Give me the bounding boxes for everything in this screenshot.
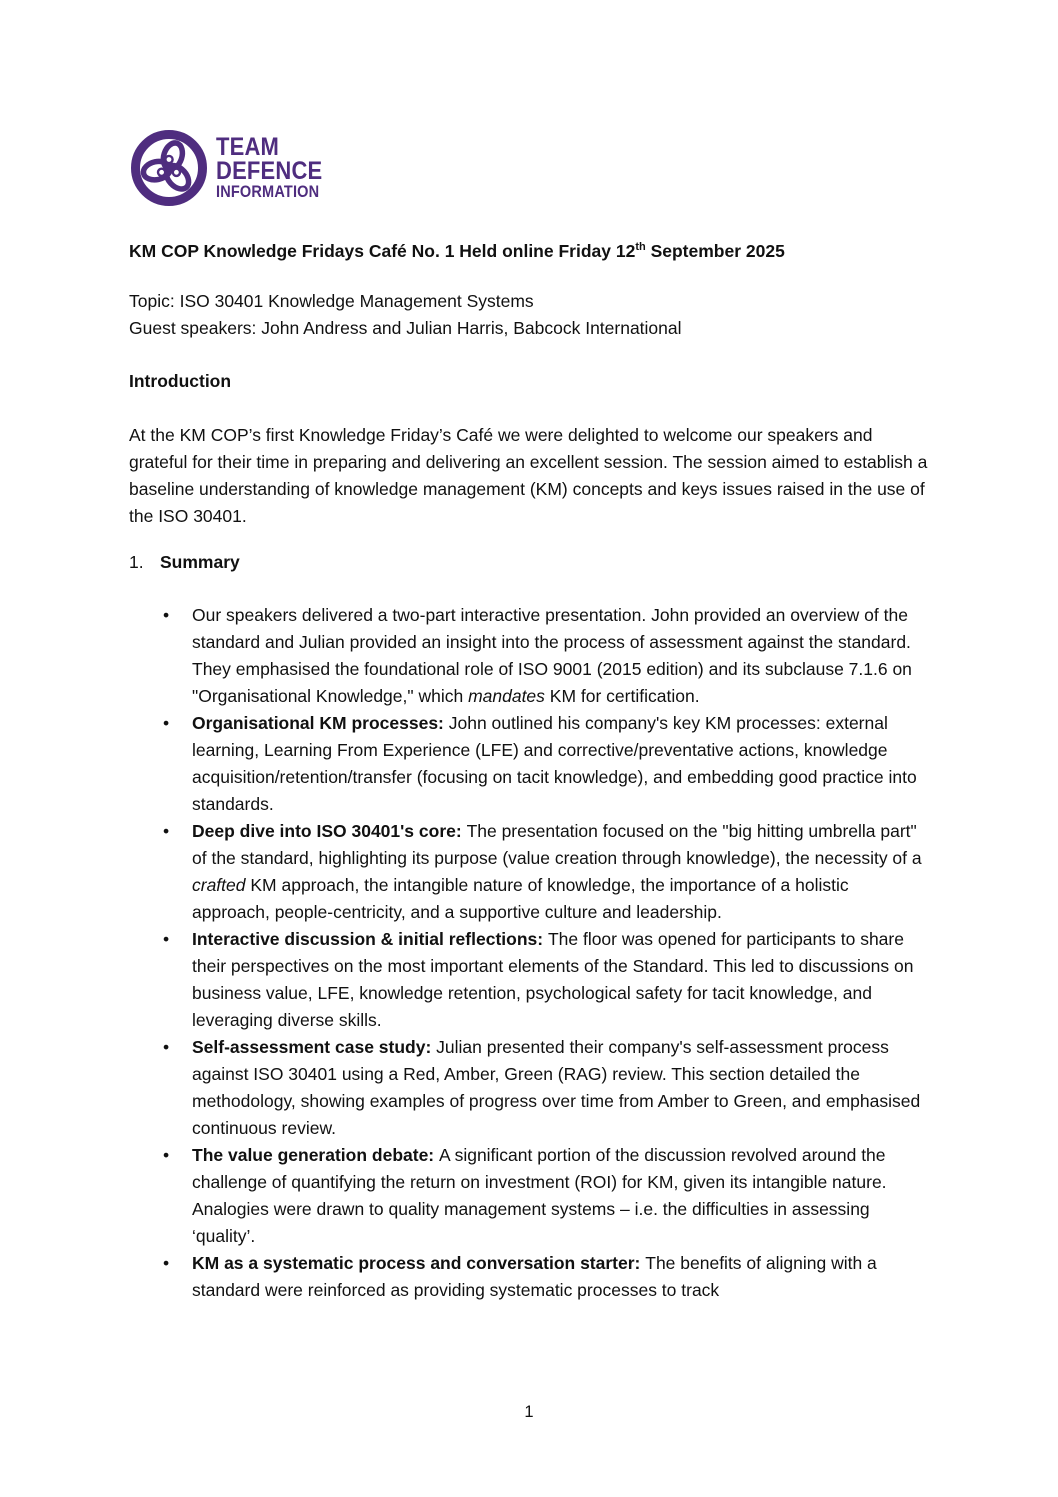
bullet-text-segment: KM for certification. (544, 686, 700, 706)
page-number: 1 (524, 1403, 534, 1421)
logo-line-team: TEAM (216, 133, 280, 161)
bullet-text-segment: The presentation focused on the "big hitting umbrella part" of the standard, highlighting its purpose (value creation through knowledge), the necessity of a (192, 821, 922, 868)
bullet-text-segment: KM as a systematic process and conversation starter: (192, 1253, 646, 1273)
bullet-text-segment: Deep dive into ISO 30401's core: (192, 821, 467, 841)
bullet-text-segment: Organisational KM processes: (192, 713, 449, 733)
summary-heading-row (129, 549, 930, 576)
bullet-text-segment: The floor was opened for participants to share their perspectives on the most important elements of the Standard. This led to discussions on business value, LFE, knowledge retention, psychological safety for tacit knowledge, and leveraging diverse skills. (192, 929, 914, 1030)
bullet-text-segment: The benefits of aligning with a standard were reinforced as providing systematic processes to track (192, 1253, 877, 1300)
speakers-line: Guest speakers: John Andress and Julian Harris, Babcock International (129, 318, 682, 338)
logo (129, 125, 930, 211)
summary-bullet-list (129, 602, 930, 1304)
logo-line-defence: DEFENCE (216, 157, 323, 185)
bullet-text-segment: crafted (192, 875, 246, 895)
bullet-text-segment: Our speakers delivered a two-part interactive presentation. John provided an overview of the standard and Julian provided an insight into the process of assessment against the standard. They emphasised the foundational role of ISO 9001 (2015 edition) and its subclause 7.1.6 on "Organisational Knowledge," which (192, 605, 912, 706)
bullet-text-segment: The value generation debate: (192, 1145, 439, 1165)
meta-block (129, 288, 930, 342)
summary-number: 1. (129, 552, 144, 572)
list-item (192, 602, 930, 710)
bullet-text-segment: Self-assessment case study: (192, 1037, 437, 1057)
bullet-text-segment: Interactive discussion & initial reflections: (192, 929, 548, 949)
introduction-paragraph: At the KM COP’s first Knowledge Friday’s Café we were delighted to welcome our speakers and grateful for their time in preparing and delivering an excellent session. The session aimed to establish a baseline understanding of knowledge management (KM) concepts and keys issues raised in the use of the ISO 30401. (129, 425, 928, 526)
list-item (192, 710, 930, 818)
title-superscript: th (635, 241, 646, 254)
bullet-text-segment: mandates (468, 686, 545, 706)
team-defence-logo-icon (129, 126, 209, 210)
bullet-text-segment: A significant portion of the discussion revolved around the challenge of quantifying the return on investment (ROI) for KM, given its intangible nature. Analogies were drawn to quality management systems – i.e. the difficulties in assessing ‘quality’. (192, 1145, 887, 1246)
list-item (192, 926, 930, 1034)
bullet-text-segment: John outlined his company's key KM processes: external learning, Learning From Experience (LFE) and corrective/preventative actions, knowledge acquisition/retention/transfer (focusing on tacit knowledge), and embedding good practice into standards. (192, 713, 917, 814)
logo-wordmark (216, 135, 337, 201)
topic-line: Topic: ISO 30401 Knowledge Management Systems (129, 291, 534, 311)
logo-line-information: INFORMATION (216, 183, 320, 201)
list-item (192, 1142, 930, 1250)
bullet-text-segment: Julian presented their company's self-assessment process against ISO 30401 using a Red, Amber, Green (RAG) review. This section detailed the methodology, showing examples of progress over time from Amber to Green, and emphasised continuous review. (192, 1037, 921, 1138)
list-item (192, 1250, 930, 1304)
summary-heading: Summary (160, 552, 240, 572)
introduction-heading: Introduction (129, 371, 232, 391)
title-prefix: KM COP Knowledge Fridays Café No. 1 Held online Friday 12 (129, 241, 636, 261)
bullet-text-segment: KM approach, the intangible nature of knowledge, the importance of a holistic approach, people-centricity, and a supportive culture and leadership. (192, 875, 849, 922)
document-title (129, 238, 930, 265)
title-suffix: September 2025 (645, 241, 785, 261)
list-item (192, 1034, 930, 1142)
list-item (192, 818, 930, 926)
